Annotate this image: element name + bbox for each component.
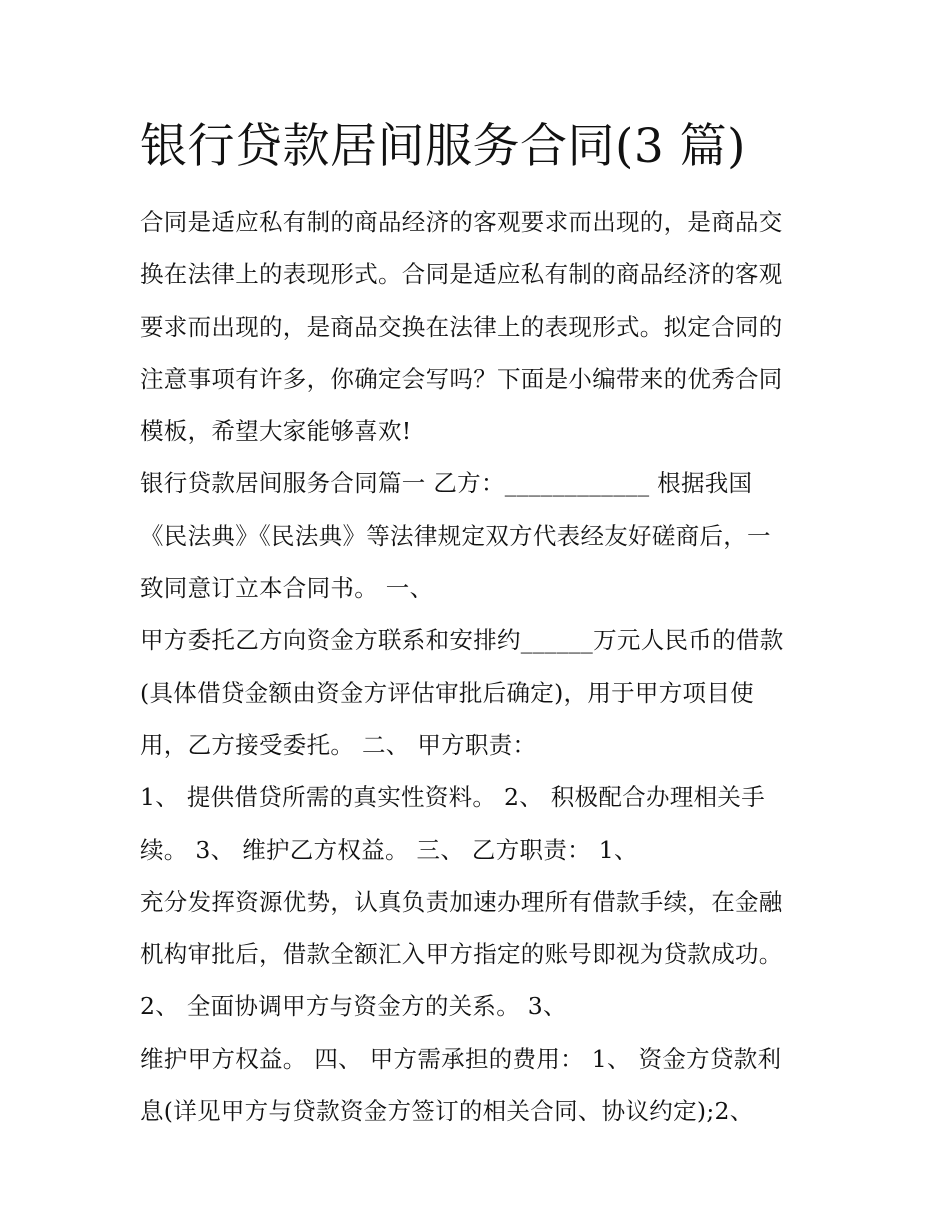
body-line: 续。 3、 维护乙方权益。 三、 乙方职责： 1、 — [140, 835, 638, 864]
body-line: 模板，希望大家能够喜欢! — [140, 417, 412, 446]
body-line: 注意事项有许多，你确定会写吗？下面是小编带来的优秀合同 — [140, 364, 783, 393]
document-body — [140, 196, 820, 1137]
body-line: 维护甲方权益。 四、 甲方需承担的费用： 1、 资金方贷款利 — [140, 1044, 782, 1073]
body-line: 甲方委托乙方向资金方联系和安排约______万元人民币的借款 — [140, 626, 784, 655]
body-line: 充分发挥资源优势，认真负责加速办理所有借款手续，在金融 — [140, 887, 783, 916]
document-title: 银行贷款居间服务合同(3 篇) — [140, 119, 747, 174]
body-line: 息(详见甲方与贷款资金方签订的相关合同、协议约定);2、 — [140, 1097, 754, 1126]
body-line: 换在法律上的表现形式。合同是适应私有制的商品经济的客观 — [140, 260, 783, 289]
body-line: 2、 全面协调甲方与资金方的关系。 3、 — [140, 992, 567, 1021]
body-line: 银行贷款居间服务合同篇一 乙方：____________ 根据我国 — [140, 469, 753, 498]
body-line: 用，乙方接受委托。 二、 甲方职责： — [140, 730, 537, 759]
body-line: 要求而出现的，是商品交换在法律上的表现形式。拟定合同的 — [140, 312, 783, 341]
body-line: 《民法典》《民法典》等法律规定双方代表经友好磋商后，一 — [140, 521, 771, 550]
body-line: (具体借贷金额由资金方评估审批后确定)，用于甲方项目使 — [140, 678, 754, 707]
body-line: 机构审批后，借款全额汇入甲方指定的账号即视为贷款成功。 — [140, 940, 783, 969]
body-line: 致同意订立本合同书。 一、 — [140, 574, 434, 603]
body-line: 1、 提供借贷所需的真实性资料。 2、 积极配合办理相关手 — [140, 783, 766, 812]
body-line: 合同是适应私有制的商品经济的客观要求而出现的，是商品交 — [140, 208, 783, 236]
